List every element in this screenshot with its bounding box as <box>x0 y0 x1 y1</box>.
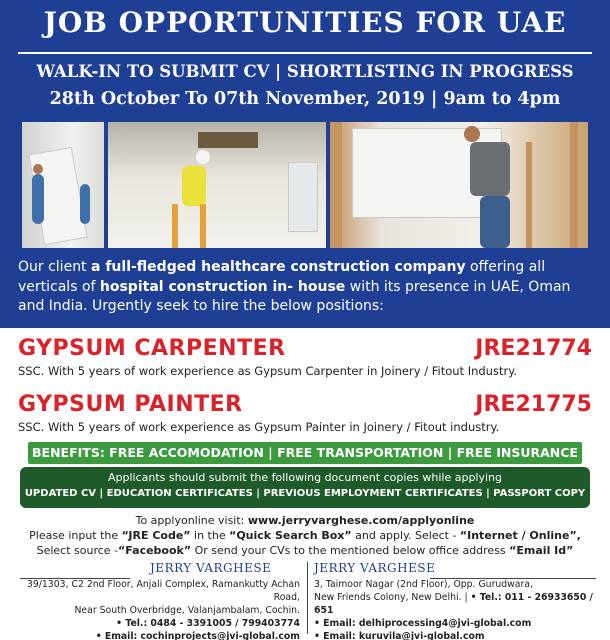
apply-line-1 <box>0 513 610 528</box>
photo-worker-installing-board <box>22 122 104 248</box>
benefits-banner: BENEFITS: FREE ACCOMODATION | FREE TRANSPORTATION | FREE INSURANCE <box>28 442 582 464</box>
apply-facebook: “Facebook” <box>118 544 192 557</box>
office-company-name: JERRY VARGHESE <box>314 561 436 575</box>
apply-text: Select source - <box>36 544 119 557</box>
intro-text-2: offering all verticals of <box>18 259 546 295</box>
apply-quick-search: “Quick Search Box” <box>229 529 352 542</box>
apply-line-2 <box>0 528 610 543</box>
apply-visit-label: To applyonline visit: <box>135 514 248 527</box>
position-title-carpenter: GYPSUM CARPENTER <box>18 336 286 361</box>
client-description <box>18 258 598 317</box>
office-delhi: JERRY VARGHESE 3, Taimoor Nagar (2nd Floor), Opp. Gurudwara, New Friends Colony, New Delhi. | • Tel.: 011 - 26933650 / 651 • Email: delhiprocessing4@jvi-global.com • Email: kuruvila@jvi-global.com <box>310 562 596 636</box>
apply-internet-online: “Internet / Online”, <box>459 529 581 542</box>
apply-text: Please input the <box>29 529 122 542</box>
intro-bold-2: hospital construction in- house <box>99 278 346 295</box>
apply-text: in the <box>190 529 230 542</box>
apply-instructions <box>0 513 610 558</box>
apply-jre-code: “JRE Code” <box>121 529 191 542</box>
apply-text: Or send your CVs to the mentioned below office address <box>191 544 510 557</box>
position-title-painter: GYPSUM PAINTER <box>18 392 243 417</box>
office-telephone: • Tel.: 0484 - 3391005 / 799403774 <box>116 618 300 629</box>
office-address-line: 39/1303, C2 2nd Floor, Anjali Complex, Ramankutty Achan Road, <box>26 579 300 603</box>
office-email[interactable]: • Email: delhiprocessing4@jvi-global.com <box>314 618 532 629</box>
position-code-painter: JRE21775 <box>475 392 592 417</box>
documents-panel <box>20 467 590 508</box>
office-telephone: • Tel.: 011 - 26933650 / 651 <box>314 592 593 616</box>
photo-worker-on-ladder <box>108 122 326 248</box>
walk-in-subtitle: WALK-IN TO SUBMIT CV | SHORTLISTING IN PROGRESS <box>36 62 574 81</box>
position-desc-painter: SSC. With 5 years of work experience as Gypsum Painter in Joinery / Fitout industry. <box>18 420 500 434</box>
intro-bold-1: a full-fledged healthcare construction company <box>91 259 466 275</box>
apply-line-3 <box>0 543 610 558</box>
intro-text-3: with its presence in UAE, Oman and India. Urgently seek to hire the below positions: <box>18 278 571 314</box>
apply-text: and apply. Select - <box>351 529 460 542</box>
office-company-name: JERRY VARGHESE <box>150 561 272 575</box>
documents-intro: Applicants should submit the following document copies while applying <box>107 471 503 484</box>
office-cochin <box>20 561 304 640</box>
position-desc-carpenter: SSC. With 5 years of work experience as Gypsum Carpenter in Joinery / Fitout Industry. <box>18 364 518 378</box>
office-email[interactable]: • Email: kuruvila@jvi-global.com <box>314 631 485 640</box>
position-code-carpenter: JRE21774 <box>475 336 592 361</box>
documents-list: UPDATED CV | EDUCATION CERTIFICATES | PREVIOUS EMPLOYMENT CERTIFICATES | PASSPORT COPY <box>24 488 586 499</box>
office-separator <box>307 562 308 634</box>
apply-email-id: “Email Id” <box>509 544 574 557</box>
office-address-line: New Friends Colony, New Delhi. <box>314 592 462 603</box>
page-title: JOB OPPORTUNITIES FOR UAE <box>43 6 567 39</box>
office-address-line: Near South Overbridge, Valanjambalam, Cochin. <box>74 605 300 616</box>
apply-online-link[interactable]: www.jerryvarghese.com/applyonline <box>247 514 475 527</box>
title-divider <box>18 52 592 54</box>
office-address-line: 3, Taimoor Nagar (2nd Floor), Opp. Gurudwara, <box>314 579 533 590</box>
intro-text-1: Our client <box>18 259 92 275</box>
photo-worker-cutting-board <box>330 122 588 248</box>
walk-in-dates: 28th October To 07th November, 2019 | 9am to 4pm <box>49 89 561 109</box>
office-email[interactable]: • Email: cochinprojects@jvi-global.com <box>95 631 300 640</box>
